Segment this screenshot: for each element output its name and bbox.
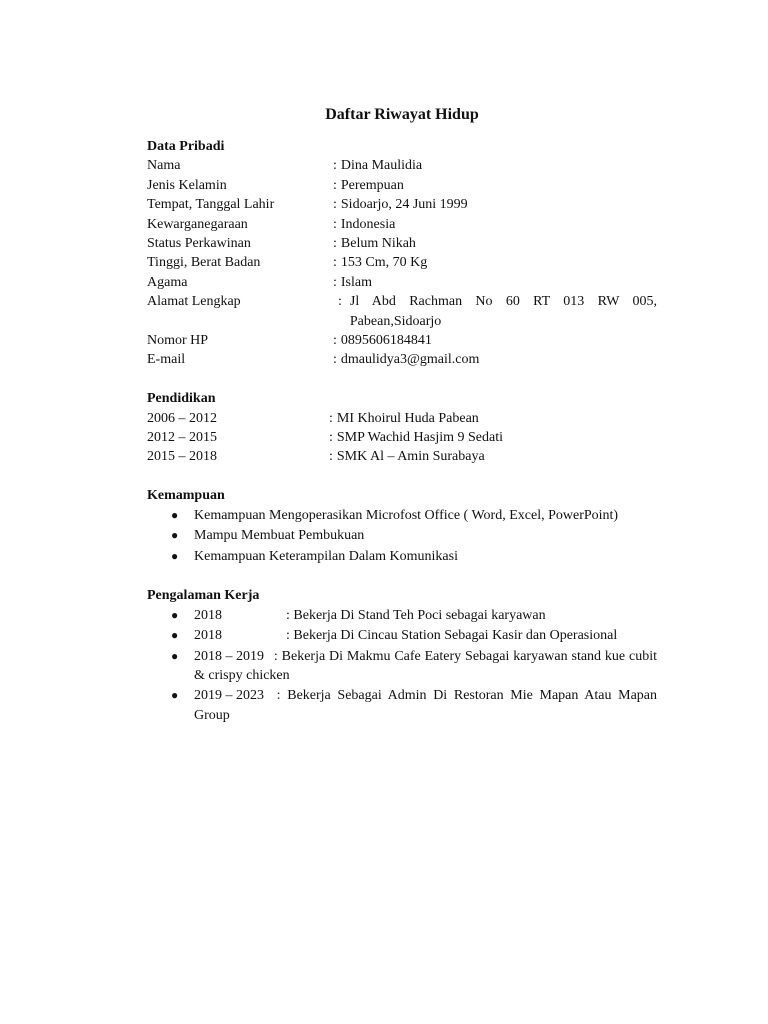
row-alamat-lengkap (147, 292, 657, 331)
field-value: Dina Maulidia (340, 158, 423, 174)
row-nomor-hp (147, 331, 657, 350)
education-period: 2015 – 2018 (147, 449, 217, 465)
section-heading-pengalaman-kerja: Pengalaman Kerja (147, 588, 260, 604)
experience-year: 2018 (194, 607, 222, 623)
colon-separator: : (333, 177, 337, 193)
section-spacer (147, 467, 657, 486)
field-label: Agama (147, 274, 188, 290)
education-period: 2012 – 2015 (147, 430, 217, 446)
bullet-icon: ● (171, 628, 179, 643)
row-email (147, 350, 657, 369)
section-pendidikan (147, 389, 657, 467)
row-nama (147, 156, 657, 175)
field-label: Nomor HP (147, 333, 209, 349)
row-tempat-tanggal-lahir (147, 195, 657, 214)
colon-separator: : (276, 688, 281, 704)
education-row (147, 409, 657, 428)
experience-year: 2018 (194, 628, 222, 644)
list-item (147, 547, 657, 566)
colon-separator: : (286, 628, 290, 644)
experience-list (147, 606, 657, 725)
row-tinggi-berat-badan (147, 253, 657, 272)
bullet-icon: ● (171, 507, 179, 522)
list-item (147, 647, 657, 686)
bullet-icon: ● (171, 548, 179, 563)
bullet-icon: ● (171, 528, 179, 543)
colon-separator: : (333, 274, 337, 290)
field-label: Status Perkawinan (147, 236, 251, 252)
experience-year: 2019 – 2023 (194, 688, 264, 704)
list-item (147, 626, 657, 645)
experience-desc: Bekerja Sebagai Admin Di Restoran Mie Mapan Atau Mapan Group (194, 688, 658, 723)
section-pengalaman-kerja (147, 586, 657, 725)
field-value: Islam (340, 274, 372, 290)
field-value: dmaulidya3@gmail.com (340, 352, 480, 368)
field-value: 0895606184841 (340, 333, 432, 349)
section-heading-kemampuan: Kemampuan (147, 488, 225, 504)
field-value: Indonesia (340, 216, 396, 232)
section-spacer (147, 567, 657, 586)
colon-separator: : (329, 410, 333, 426)
row-agama (147, 273, 657, 292)
colon-separator: : (333, 158, 337, 174)
colon-separator: : (333, 197, 337, 213)
colon-separator: : (333, 333, 337, 349)
list-item (147, 526, 657, 545)
list-item (147, 506, 657, 525)
colon-separator: : (286, 607, 290, 623)
education-school: SMP Wachid Hasjim 9 Sedati (336, 430, 503, 446)
field-value: Belum Nikah (340, 236, 416, 252)
field-label: Kewarganegaraan (147, 216, 248, 232)
field-label: Tinggi, Berat Badan (147, 255, 261, 271)
education-school: MI Khoirul Huda Pabean (336, 410, 479, 426)
colon-separator: : (333, 255, 337, 271)
field-value: Jl Abd Rachman No 60 RT 013 RW 005, Pabean,Sidoarjo (349, 294, 657, 329)
colon-separator: : (333, 236, 337, 252)
field-label: Jenis Kelamin (147, 177, 227, 193)
list-item (147, 686, 657, 725)
colon-separator: : (333, 216, 337, 232)
field-label: Tempat, Tanggal Lahir (147, 197, 275, 213)
education-school: SMK Al – Amin Surabaya (336, 449, 485, 465)
field-value: Perempuan (340, 177, 404, 193)
section-heading-pendidikan: Pendidikan (147, 391, 216, 407)
colon-separator: : (329, 449, 333, 465)
skills-list (147, 506, 657, 566)
field-label: Nama (147, 158, 181, 174)
section-spacer (147, 370, 657, 389)
education-row (147, 447, 657, 466)
cv-document (147, 103, 657, 726)
bullet-icon: ● (171, 648, 179, 663)
field-value: 153 Cm, 70 Kg (340, 255, 428, 271)
experience-desc: Bekerja Di Cincau Station Sebagai Kasir dan Operasional (293, 628, 618, 644)
skill-text: Kemampuan Mengoperasikan Microfost Office ( Word, Excel, PowerPoint) (194, 507, 619, 523)
field-label: Alamat Lengkap (147, 294, 241, 310)
bullet-icon: ● (171, 607, 179, 622)
field-label: E-mail (147, 352, 186, 368)
row-kewarganegaraan (147, 215, 657, 234)
row-jenis-kelamin (147, 176, 657, 195)
list-item (147, 606, 657, 625)
section-kemampuan (147, 486, 657, 566)
colon-separator: : (273, 648, 278, 664)
section-heading-data-pribadi: Data Pribadi (147, 139, 225, 154)
row-status-perkawinan (147, 234, 657, 253)
bullet-icon: ● (171, 688, 179, 703)
education-row (147, 428, 657, 447)
colon-separator: : (333, 352, 337, 368)
experience-year: 2018 – 2019 (194, 648, 264, 664)
education-period: 2006 – 2012 (147, 410, 217, 426)
experience-desc: Bekerja Di Makmu Cafe Eatery Sebagai karyawan stand kue cubit & crispy chicken (194, 648, 657, 683)
colon-separator: : (329, 430, 333, 446)
skill-text: Kemampuan Keterampilan Dalam Komunikasi (194, 548, 458, 564)
skill-text: Mampu Membuat Pembukuan (194, 528, 365, 544)
field-value: Sidoarjo, 24 Juni 1999 (340, 197, 468, 213)
colon-separator: : (338, 294, 342, 310)
section-data-pribadi (147, 137, 657, 370)
document-title: Daftar Riwayat Hidup (325, 106, 479, 123)
experience-desc: Bekerja Di Stand Teh Poci sebagai karyawan (293, 607, 546, 623)
